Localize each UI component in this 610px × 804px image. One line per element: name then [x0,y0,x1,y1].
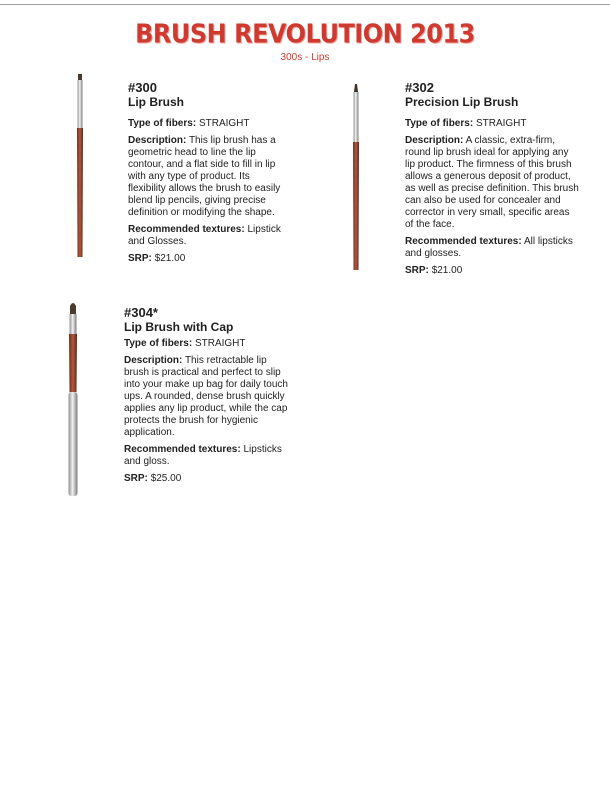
textures-value: Lipsticks and gloss. [124,444,282,467]
textures-row [128,224,288,248]
product-code: #302 [405,80,434,95]
page-subtitle: 300s - Lips [280,52,330,63]
product-name: Lip Brush with Cap [124,320,234,334]
srp-label: SRP: [405,265,429,276]
fibers-row [124,338,292,350]
brush-302-image [346,82,366,274]
srp-row [128,253,288,265]
product-code: #300 [128,80,157,95]
textures-value: Lipstick and Glosses. [128,224,281,247]
product-code: #304* [124,305,158,320]
description-row [405,135,580,231]
srp-value: $21.00 [154,253,186,264]
textures-label: Recommended textures: [124,444,241,455]
srp-row [124,473,292,485]
description-text: This lip brush has a geometric head to line the lip contour, and a flat side to fill in lip with any type of product. Its flexibility allows the brush to easily blend lip pencils, giving precise definition or modifying the shape. [128,135,281,218]
description-row [124,355,292,439]
description-row [128,135,288,219]
textures-value: All lipsticks and glosses. [405,236,573,259]
fibers-value: STRAIGHT [475,118,527,129]
product-302 [405,80,580,282]
top-rule [0,4,610,5]
product-name: Precision Lip Brush [405,95,519,109]
srp-value: $21.00 [431,265,463,276]
description-label: Description: [128,135,187,146]
fibers-label: Type of fibers: [128,118,197,129]
description-label: Description: [124,355,183,366]
description-label: Description: [405,135,464,146]
product-name: Lip Brush [128,95,184,109]
brush-300-image [70,72,90,262]
page-title: BRUSH REVOLUTION 2013 [135,18,475,50]
description-text: This retractable lip brush is practical and perfect to slip into your make up bag for daily touch ups. A rounded, dense brush quickly applies any lip product, while the cap protects the brush for hygienic application. [124,355,288,438]
product-304 [124,305,292,490]
srp-label: SRP: [128,253,152,264]
srp-row [405,265,580,277]
fibers-value: STRAIGHT [198,118,250,129]
textures-row [405,236,580,260]
fibers-row [128,118,288,130]
fibers-value: STRAIGHT [194,338,246,349]
description-text: A classic, extra-firm, round lip brush ideal for applying any lip product. The firmness of this brush allows a generous deposit of product, as well as precise definition. This brush can also be used for concealer and corrector in very small, specific areas of the face. [405,135,579,230]
textures-row [124,444,292,468]
srp-label: SRP: [124,473,148,484]
textures-label: Recommended textures: [128,224,245,235]
fibers-label: Type of fibers: [405,118,474,129]
fibers-row [405,118,580,130]
product-300 [128,80,288,270]
textures-label: Recommended textures: [405,236,522,247]
brush-304-image [62,300,84,500]
srp-value: $25.00 [150,473,182,484]
fibers-label: Type of fibers: [124,338,193,349]
